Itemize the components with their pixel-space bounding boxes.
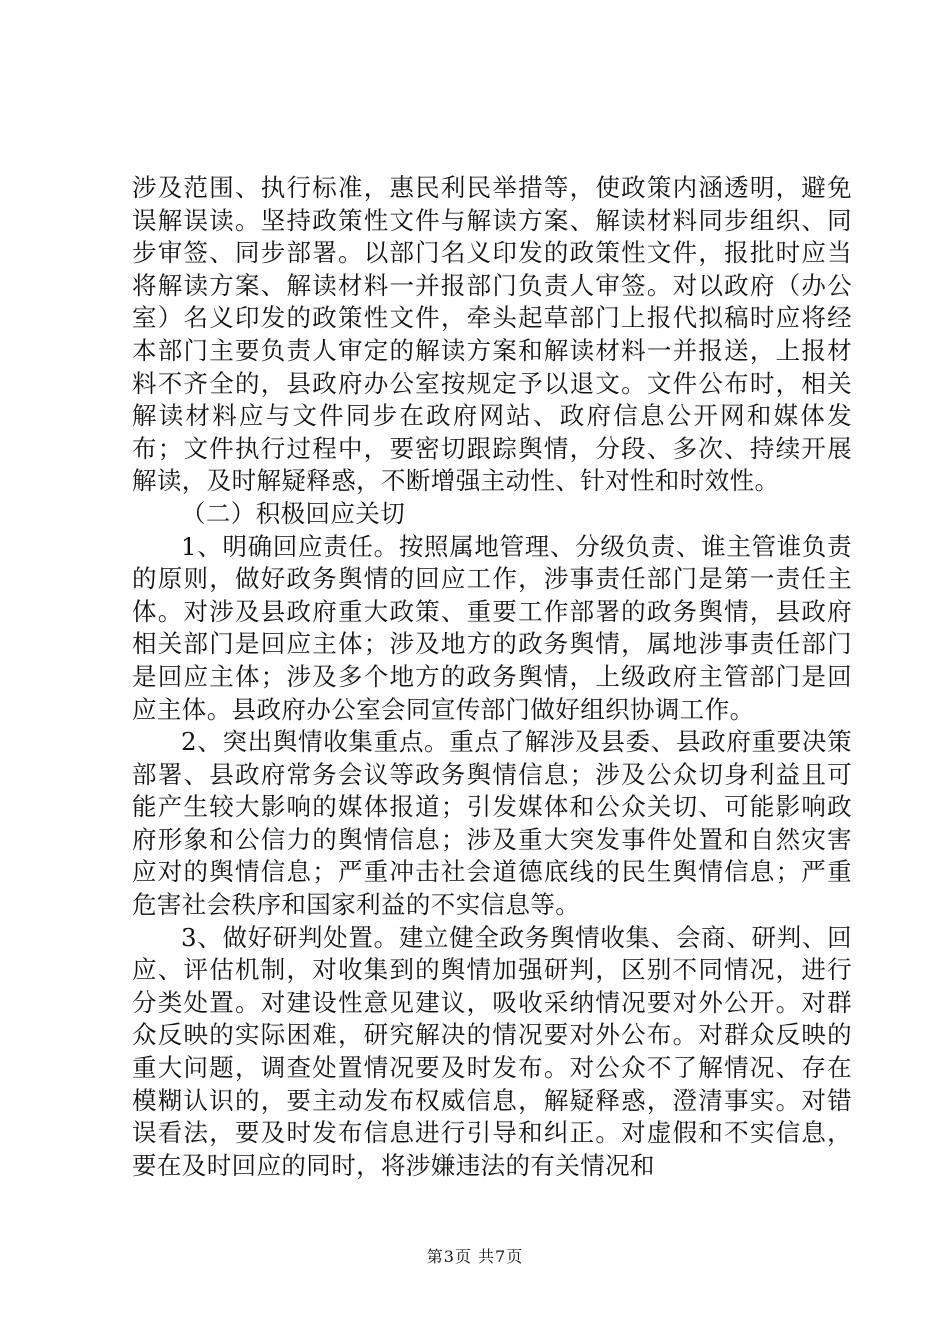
paragraph-analysis-handling: 3、做好研判处置。建立健全政务舆情收集、会商、研判、回应、评估机制，对收集到的舆情加强研判，区别不同情况，进行分类处置。对建设性意见建议，吸收采纳情况要对外公开。对群众反映的实际困难，研究解决的情况要对外公布。对群众反映的重大问题，调查处置情况要及时发布。对公众不了解情况、存在模糊认识的，要主动发布权威信息，解疑释惑，澄清事实。对错误看法，要及时发布信息进行引导和纠正。对虚假和不实信息，要在及时回应的同时，将涉嫌违法的有关情况和 — [132, 922, 852, 1180]
document-body — [132, 172, 852, 1182]
section-heading: （二）积极回应关切 — [181, 498, 406, 528]
paragraph-response-responsibility: 1、明确回应责任。按照属地管理、分级负责、谁主管谁负责的原则，做好政务舆情的回应工作，涉事责任部门是第一责任主体。对涉及县政府重大政策、重要工作部署的政务舆情，县政府相关部门是回应主体；涉及地方的政务舆情，属地涉事责任部门是回应主体；涉及多个地方的政务舆情，上级政府主管部门是回应主体。县政府办公室会同宣传部门做好组织协调工作。 — [132, 531, 852, 724]
page-footer: 第3页 共7页 — [426, 1247, 524, 1266]
paragraph-collection-focus: 2、突出舆情收集重点。重点了解涉及县委、县政府重要决策部署、县政府常务会议等政务舆情信息；涉及公众切身利益且可能产生较大影响的媒体报道；引发媒体和公众关切、可能影响政府形象和公信力的舆情信息；涉及重大突发事件处置和自然灾害应对的舆情信息；严重冲击社会道德底线的民生舆情信息；严重危害社会秩序和国家利益的不实信息等。 — [132, 727, 852, 920]
paragraph-continuation: 涉及范围、执行标准，惠民利民举措等，使政策内涵透明，避免误解误读。坚持政策性文件与解读方案、解读材料同步组织、同步审签、同步部署。以部门名义印发的政策性文件，报批时应当将解读方案、解读材料一并报部门负责人审签。对以政府（办公室）名义印发的政策性文件，牵头起草部门上报代拟稿时应将经本部门主要负责人审定的解读方案和解读材料一并报送，上报材料不齐全的，县政府办公室按规定予以退文。文件公布时，相关解读材料应与文件同步在政府网站、政府信息公开网和媒体发布；文件执行过程中，要密切跟踪舆情，分段、多次、持续开展解读，及时解疑释惑，不断增强主动性、针对性和时效性。 — [132, 173, 852, 496]
